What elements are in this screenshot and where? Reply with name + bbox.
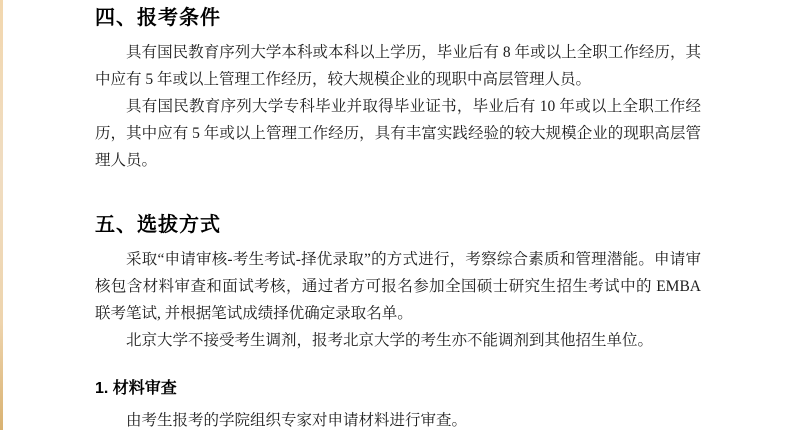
paragraph-associate-requirement: 具有国民教育序列大学专科毕业并取得毕业证书，毕业后有 10 年或以上全职工作经历，其中应有 5 年或以上管理工作经历，具有丰富实践经验的较大规模企业的现职高层管理人员。 bbox=[95, 98, 701, 169]
section-heading-selection-method: 五、选拔方式 bbox=[95, 214, 221, 236]
paragraph-no-transfer-policy: 北京大学不接受考生调剂，报考北京大学的考生亦不能调剂到其他招生单位。 bbox=[126, 332, 654, 349]
paragraph-selection-process: 采取“申请审核-考生考试-择优录取”的方式进行，考察综合素质和管理潜能。申请审核包含材料审查和面试考核，通过者方可报名参加全国硕士研究生招生考试中的 EMBA 联考笔试, 并根据笔试成绩择优确定录取名单。 bbox=[95, 251, 701, 322]
document-content bbox=[95, 0, 701, 434]
paragraph-material-review-detail: 由考生报考的学院组织专家对申请材料进行审查。 bbox=[126, 412, 468, 429]
subsection-heading-material-review: 1. 材料审查 bbox=[95, 380, 177, 397]
page-left-edge-strip bbox=[0, 0, 3, 430]
section-heading-application-requirements: 四、报考条件 bbox=[95, 7, 221, 29]
paragraph-bachelor-requirement: 具有国民教育序列大学本科或本科以上学历，毕业后有 8 年或以上全职工作经历，其中应有 5 年或以上管理工作经历，较大规模企业的现职中高层管理人员。 bbox=[95, 44, 701, 88]
